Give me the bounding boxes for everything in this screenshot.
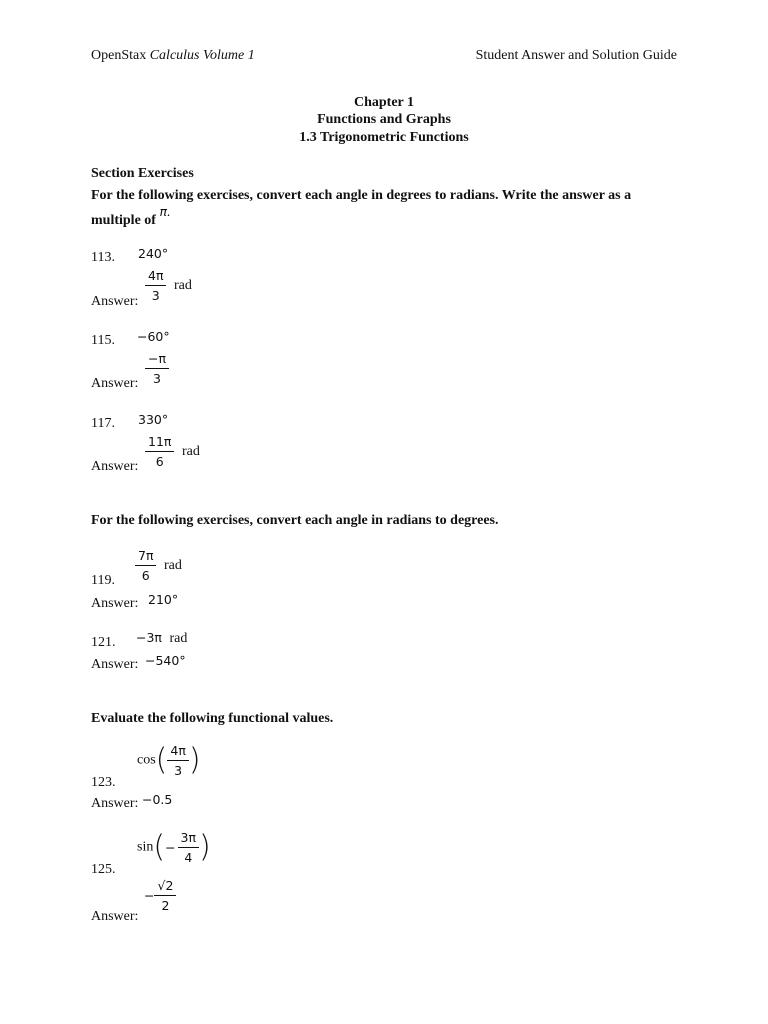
left-paren: ( bbox=[155, 742, 168, 778]
chapter-number: Chapter 1 bbox=[353, 95, 415, 110]
problem-119-answer: 210° bbox=[148, 592, 179, 607]
problem-117-question: 330° bbox=[138, 412, 169, 427]
answer-label: Answer: bbox=[91, 376, 139, 391]
denominator: 3 bbox=[151, 288, 160, 303]
answer-label: Answer: bbox=[91, 909, 139, 924]
right-paren: ) bbox=[188, 742, 201, 778]
numerator: √2 bbox=[154, 878, 176, 896]
problem-113-answer bbox=[145, 268, 192, 303]
problem-115-number: 115. bbox=[91, 333, 115, 348]
answer-fraction bbox=[154, 878, 176, 913]
argument-fraction bbox=[178, 830, 199, 865]
section-heading: 1.3 Trigonometric Functions bbox=[299, 130, 469, 145]
denominator: 3 bbox=[153, 371, 161, 386]
problem-123-question bbox=[137, 743, 201, 778]
numerator: 3π bbox=[178, 830, 199, 848]
problem-125-question bbox=[137, 830, 211, 865]
problem-121-answer: −540° bbox=[145, 653, 186, 668]
answer-fraction bbox=[145, 434, 174, 469]
minus-sign: − bbox=[165, 840, 176, 855]
running-header-right: Student Answer and Solution Guide bbox=[475, 48, 677, 63]
answer-fraction bbox=[145, 351, 169, 386]
instructions-continued bbox=[91, 204, 171, 229]
unit-label: rad bbox=[173, 277, 192, 293]
function-name: cos bbox=[137, 752, 156, 768]
problem-125-number: 125. bbox=[91, 862, 116, 877]
answer-label: Answer: bbox=[91, 459, 139, 474]
minus-sign: − bbox=[144, 888, 155, 903]
function-name: sin bbox=[137, 839, 154, 855]
problem-121-number: 121. bbox=[91, 635, 116, 650]
chapter-title: Functions and Graphs bbox=[317, 112, 451, 127]
running-header-left bbox=[91, 48, 255, 64]
numerator: −π bbox=[145, 351, 169, 369]
answer-label: Answer: bbox=[91, 657, 139, 672]
denominator: 4 bbox=[184, 850, 193, 865]
question-value: −3π bbox=[136, 630, 162, 645]
answer-label: Answer: bbox=[91, 796, 139, 811]
header-book-title: Calculus Volume 1 bbox=[149, 48, 255, 63]
answer-label: Answer: bbox=[91, 596, 139, 611]
instructions-degrees-to-radians: For the following exercises, convert each angle in degrees to radians. Write the answer as a bbox=[91, 188, 632, 203]
right-paren: ) bbox=[199, 829, 211, 865]
denominator: 6 bbox=[155, 454, 164, 469]
numerator: 11π bbox=[145, 434, 174, 452]
problem-113-question: 240° bbox=[138, 246, 169, 261]
instructions-multiple-of: multiple of bbox=[91, 213, 156, 228]
argument-fraction bbox=[167, 743, 188, 778]
numerator: 4π bbox=[167, 743, 188, 761]
problem-117-answer bbox=[145, 434, 200, 469]
unit-label: rad bbox=[181, 443, 200, 459]
question-fraction bbox=[135, 548, 156, 583]
problem-119-number: 119. bbox=[91, 573, 115, 588]
problem-119-question bbox=[135, 548, 182, 583]
instructions-radians-to-degrees: For the following exercises, convert each angle in radians to degrees. bbox=[91, 513, 499, 528]
instructions-evaluate: Evaluate the following functional values. bbox=[91, 711, 334, 726]
unit-label: rad bbox=[163, 557, 182, 573]
section-exercises-title: Section Exercises bbox=[91, 166, 194, 181]
numerator: 7π bbox=[135, 548, 156, 566]
pi-symbol: π. bbox=[159, 204, 171, 219]
problem-117-number: 117. bbox=[91, 416, 115, 431]
numerator: 4π bbox=[145, 268, 166, 286]
problem-123-number: 123. bbox=[91, 775, 116, 790]
left-paren: ( bbox=[153, 829, 166, 865]
problem-115-question: −60° bbox=[137, 329, 170, 344]
problem-115-answer bbox=[145, 351, 169, 386]
header-publisher: OpenStax bbox=[91, 48, 150, 63]
problem-121-question bbox=[136, 630, 187, 647]
problem-125-answer bbox=[144, 878, 176, 913]
answer-label: Answer: bbox=[91, 294, 139, 309]
denominator: 6 bbox=[141, 568, 150, 583]
problem-113-number: 113. bbox=[91, 250, 115, 265]
unit-label: rad bbox=[169, 631, 188, 646]
denominator: 2 bbox=[161, 898, 170, 913]
problem-123-answer: −0.5 bbox=[142, 792, 173, 807]
answer-fraction bbox=[145, 268, 166, 303]
denominator: 3 bbox=[174, 763, 183, 778]
